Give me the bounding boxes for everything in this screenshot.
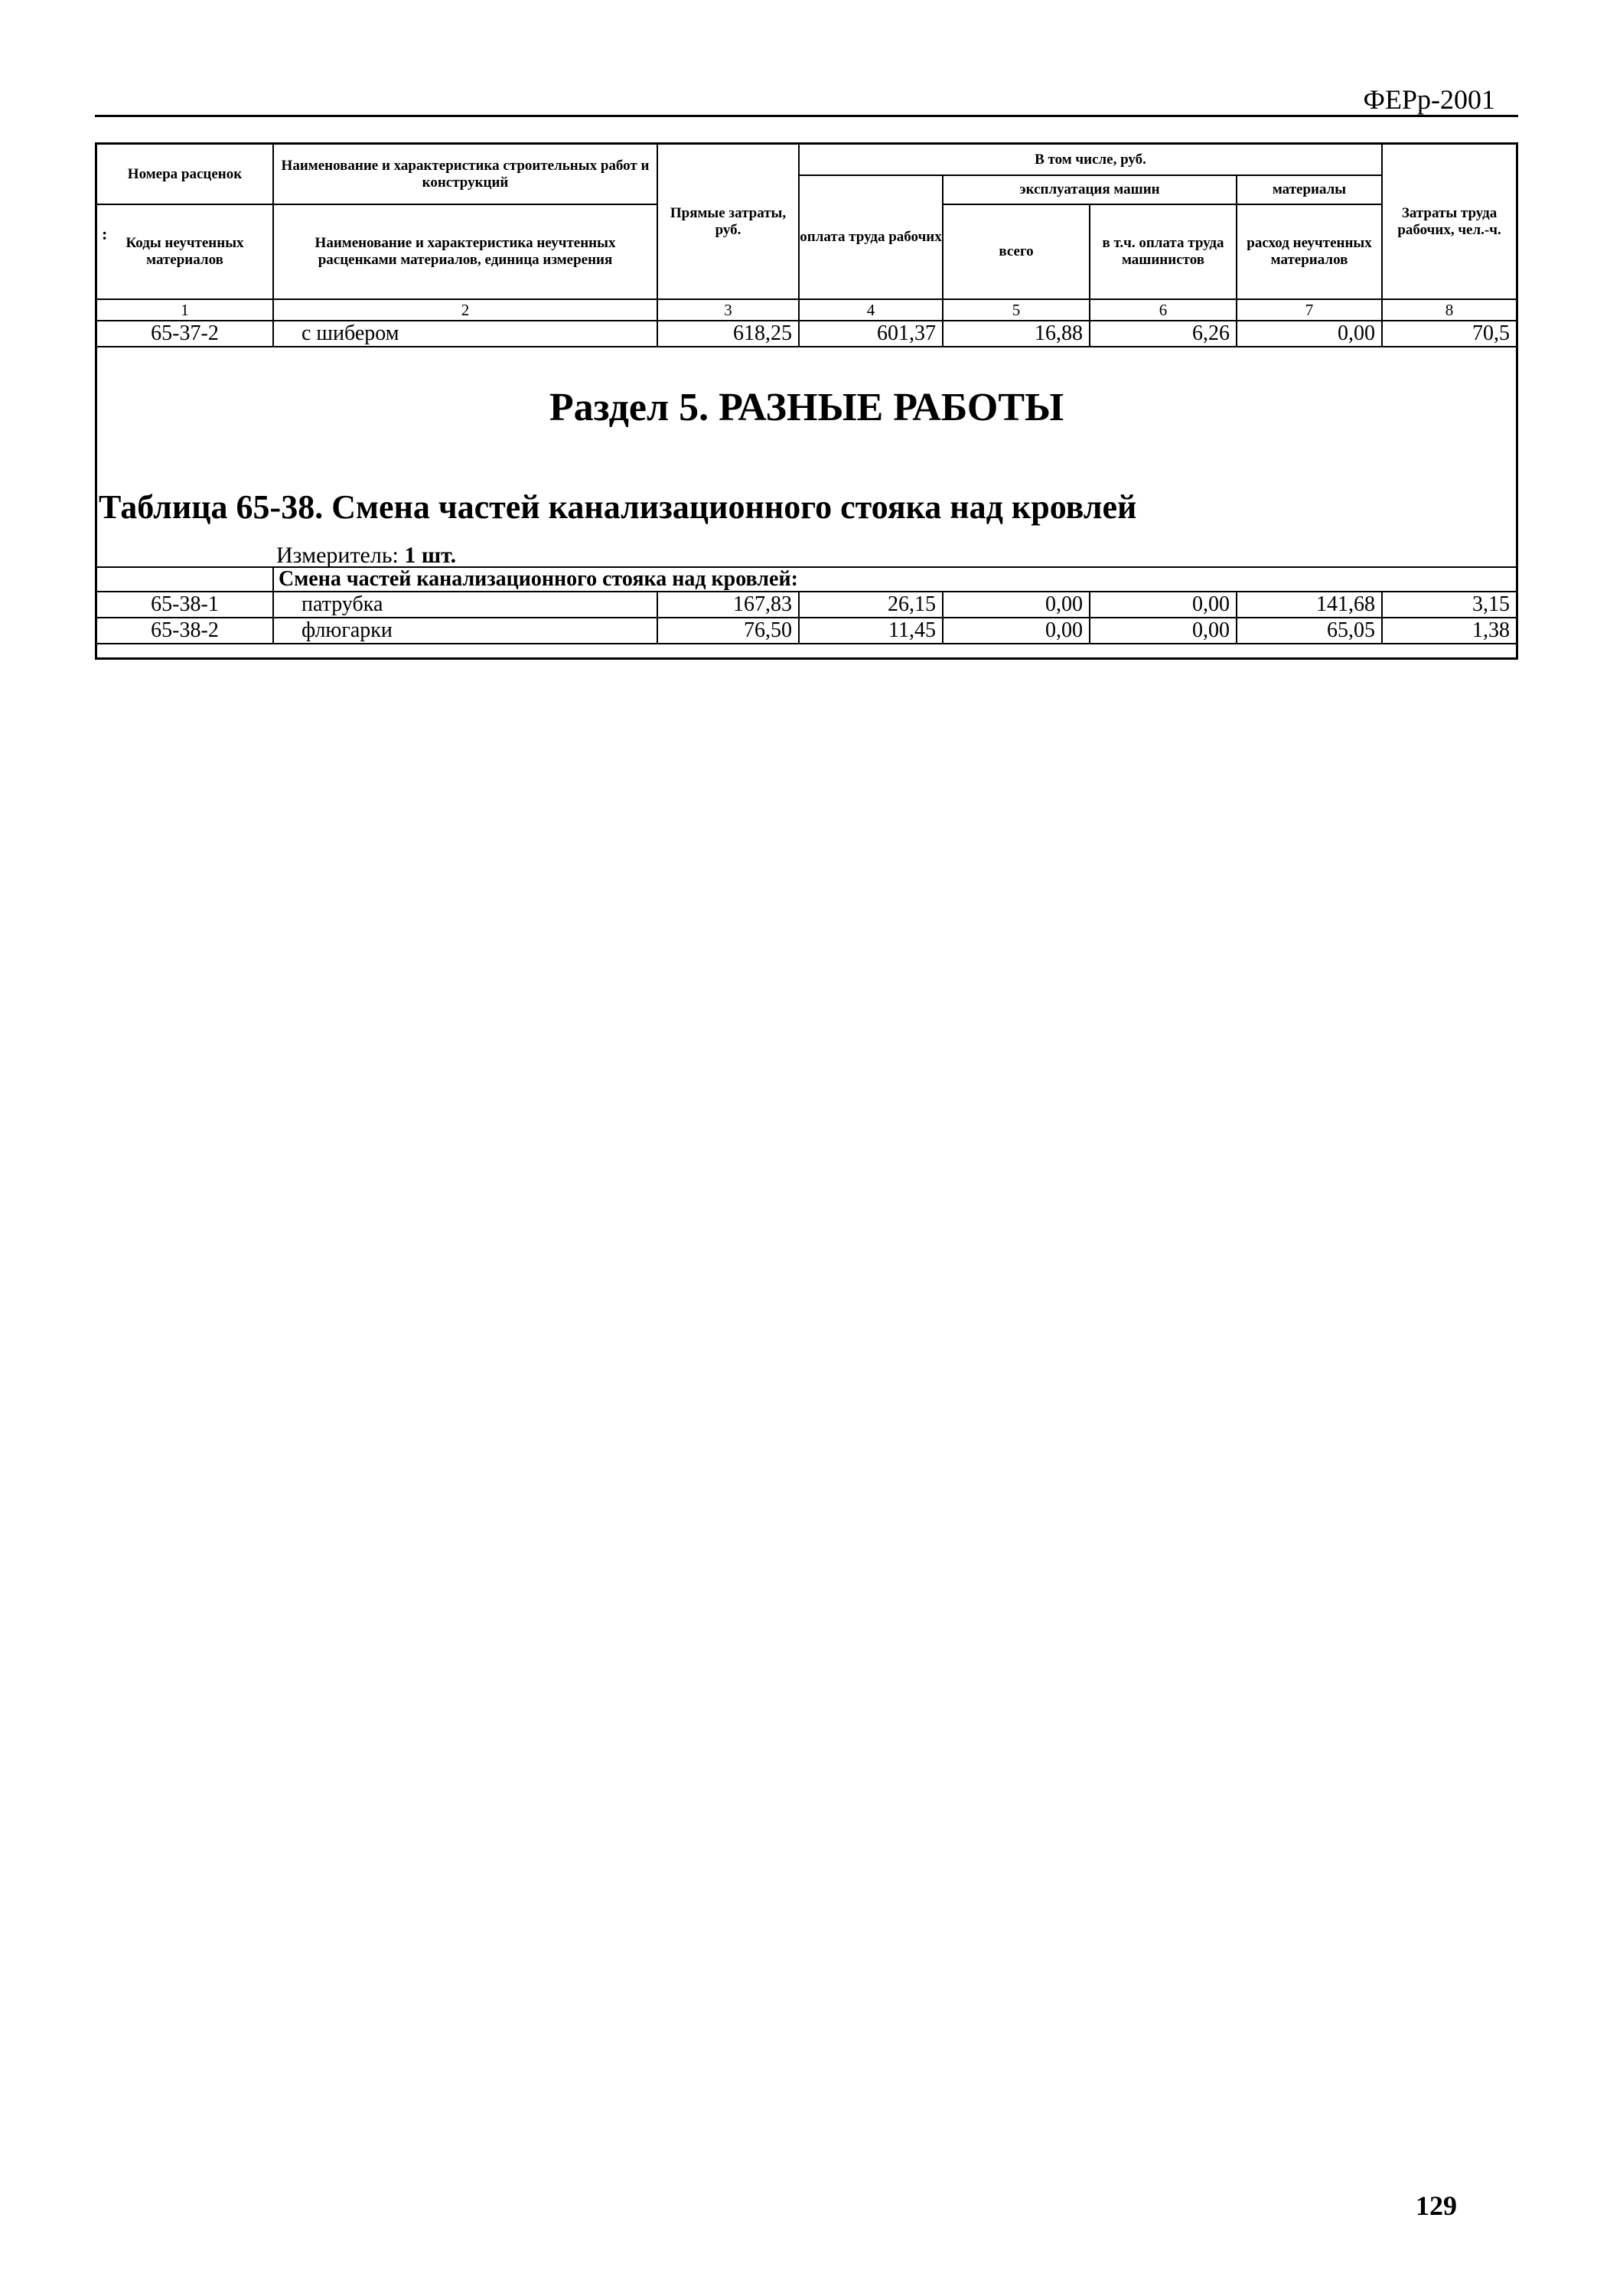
materials-value: 0,00 (1237, 321, 1382, 347)
rates-table (95, 142, 1518, 660)
work-name: флюгарки (273, 618, 657, 644)
header-machinist-pay: в т.ч. оплата труда машинистов (1090, 204, 1237, 299)
labor-hours: 3,15 (1382, 592, 1516, 618)
materials-value: 141,68 (1237, 592, 1382, 618)
direct-costs: 76,50 (657, 618, 799, 644)
measure-unit (276, 544, 456, 567)
rate-code: 65-38-2 (97, 618, 273, 644)
labor-hours: 1,38 (1382, 618, 1516, 644)
direct-costs: 618,25 (657, 321, 799, 347)
page-header (95, 83, 1518, 117)
section-title: Раздел 5. РАЗНЫЕ РАБОТЫ (549, 386, 1064, 429)
header-labor-hours: Затраты труда рабочих, чел.-ч. (1382, 145, 1516, 299)
rows-block (97, 566, 1516, 644)
machinist-pay: 0,00 (1090, 592, 1237, 618)
column-number: 4 (799, 299, 943, 321)
column-number: 5 (943, 299, 1090, 321)
work-name: с шибером (273, 321, 657, 347)
work-name: патрубка (273, 592, 657, 618)
worker-pay: 601,37 (799, 321, 943, 347)
column-number: 2 (273, 299, 657, 321)
direct-costs: 167,83 (657, 592, 799, 618)
header-material-name: Наименование и характеристика неучтенных расценками материалов, единица измерения (273, 204, 657, 299)
header-machines-total: всего (943, 204, 1090, 299)
column-number: 6 (1090, 299, 1237, 321)
machines-total: 0,00 (943, 592, 1090, 618)
table-header (97, 145, 1516, 347)
materials-value: 65,05 (1237, 618, 1382, 644)
header-machine-operation: эксплуатация машин (943, 175, 1237, 204)
column-number: 3 (657, 299, 799, 321)
header-work-name: Наименование и характеристика строительных работ и конструкций (273, 145, 657, 204)
measure-label: Измеритель: (276, 543, 399, 568)
header-direct-costs: Прямые затраты, руб. (657, 145, 799, 299)
table-title: Таблица 65-38. Смена частей канализационного стояка над кровлей (99, 488, 1137, 526)
machinist-pay: 0,00 (1090, 618, 1237, 644)
margin-marker: : (102, 224, 108, 243)
table-row (97, 592, 1516, 618)
table-row (97, 321, 1516, 347)
machines-total: 0,00 (943, 618, 1090, 644)
column-number: 7 (1237, 299, 1382, 321)
group-row (97, 568, 1516, 592)
header-materials: материалы (1237, 175, 1382, 204)
column-number: 1 (97, 299, 273, 321)
measure-value: 1 шт. (404, 543, 457, 568)
header-rate-numbers: Номера расценок (97, 145, 273, 204)
table-body (97, 568, 1516, 644)
header-material-codes: Коды неучтенных материалов (97, 204, 273, 299)
worker-pay: 11,45 (799, 618, 943, 644)
header-worker-pay: оплата труда рабочих (799, 175, 943, 299)
worker-pay: 26,15 (799, 592, 943, 618)
machines-total: 16,88 (943, 321, 1090, 347)
labor-hours: 70,5 (1382, 321, 1516, 347)
column-number: 8 (1382, 299, 1516, 321)
running-head: ФЕРр-2001 (1363, 84, 1495, 115)
page-number: 129 (1416, 2190, 1457, 2221)
rate-code: 65-37-2 (97, 321, 273, 347)
header-material-consumption: расход неучтенных материалов (1237, 204, 1382, 299)
group-label: Смена частей канализационного стояка над кровлей: (273, 568, 1516, 592)
rate-code: 65-38-1 (97, 592, 273, 618)
machinist-pay: 6,26 (1090, 321, 1237, 347)
table-row (97, 618, 1516, 644)
header-including-group: В том числе, руб. (799, 145, 1382, 175)
